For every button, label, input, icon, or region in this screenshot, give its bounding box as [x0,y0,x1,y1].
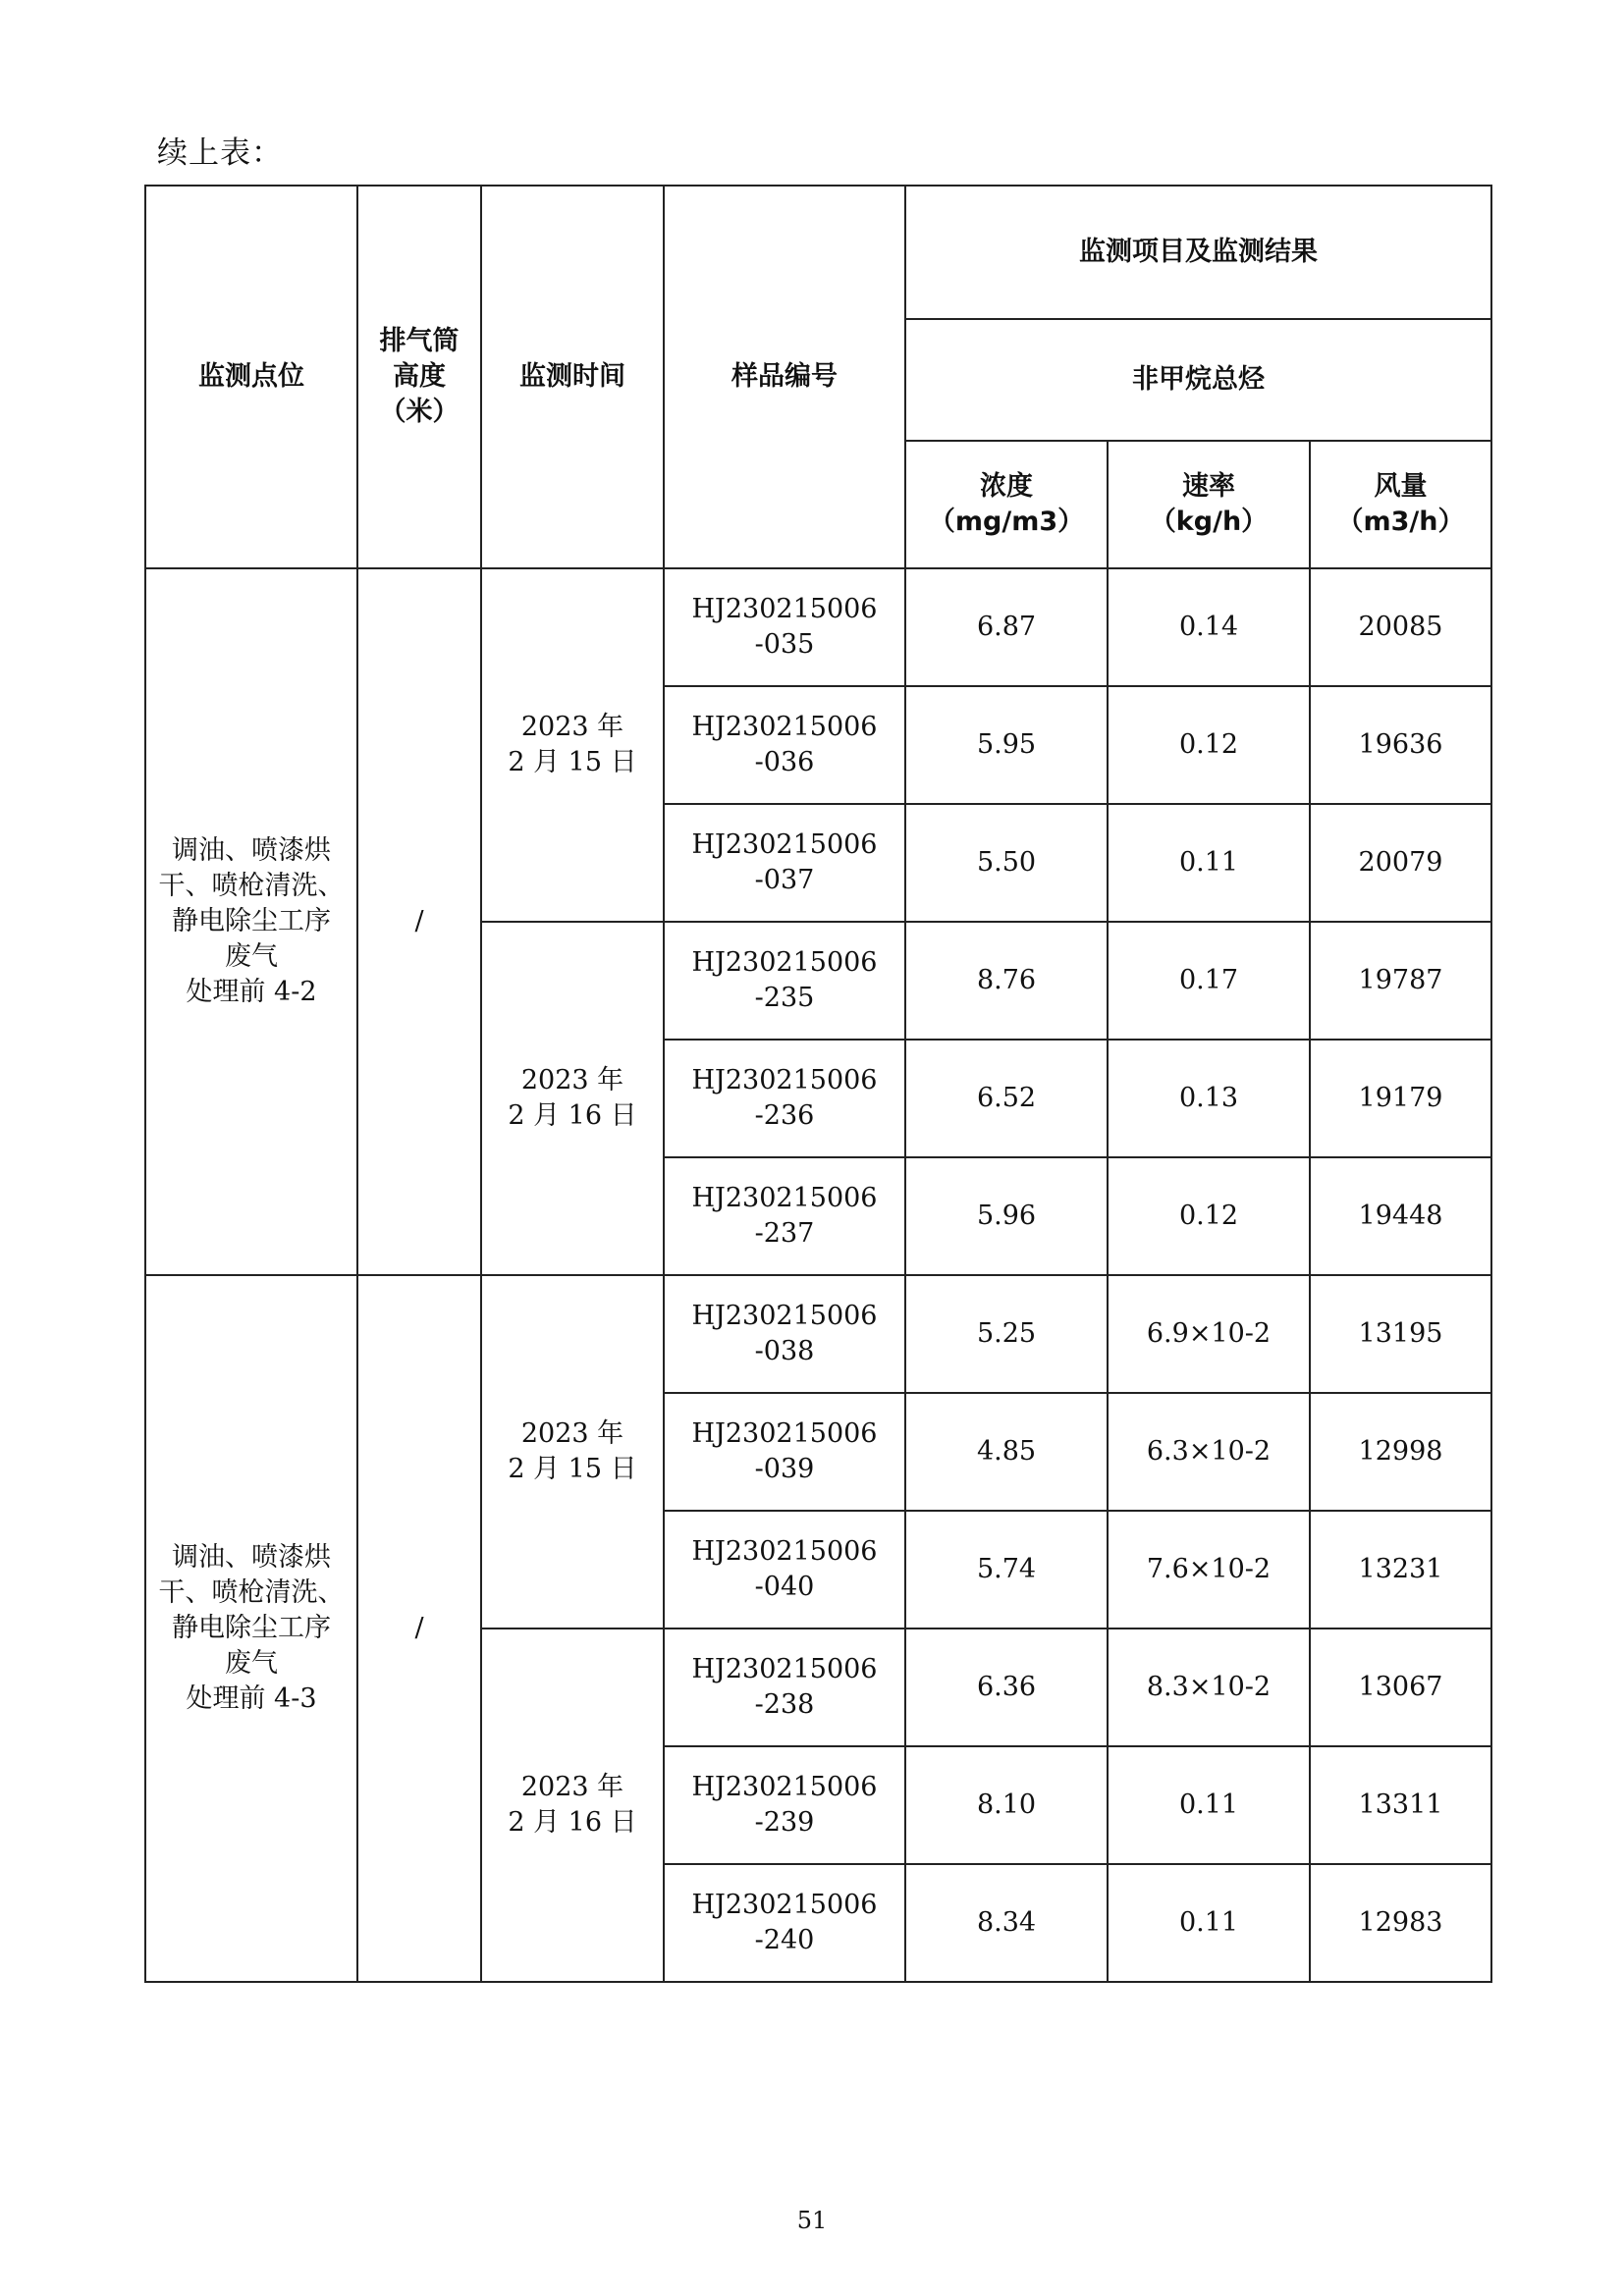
rate-cell: 0.13 [1108,1040,1310,1157]
sample-id-line: -240 [754,1925,815,1955]
sample-id-cell [664,1629,905,1746]
rate-cell: 0.14 [1108,568,1310,686]
rate-cell: 8.3×10-2 [1108,1629,1310,1746]
sample-id-line: HJ230215006 [691,1536,878,1567]
sample-id-line: -036 [754,747,815,777]
header-concentration-label: 浓度 [980,471,1033,502]
sample-id-cell [664,1393,905,1511]
header-stack-height-line: （米） [379,397,460,427]
concentration-cell: 5.95 [905,686,1108,804]
concentration-cell: 5.25 [905,1275,1108,1393]
sample-id-line: HJ230215006 [691,1654,878,1684]
concentration-cell: 8.76 [905,922,1108,1040]
site-line: 废气 [225,1648,278,1679]
date-line: 2023 年 [520,1418,624,1449]
site-line: 干、喷枪清洗、 [158,1577,345,1608]
flow-cell: 19636 [1310,686,1491,804]
date-line: 2023 年 [520,712,624,742]
date-cell [481,922,664,1275]
sample-id-cell [664,568,905,686]
sample-id-cell [664,922,905,1040]
header-site: 监测点位 [145,186,357,568]
site-line: 调油、喷漆烘 [172,1542,331,1573]
site-line: 处理前 4-3 [186,1683,317,1714]
date-line: 2023 年 [520,1065,624,1095]
header-rate-unit: （kg/h） [1149,507,1269,537]
sample-id-line: HJ230215006 [691,594,878,624]
flow-cell: 19179 [1310,1040,1491,1157]
flow-cell: 13195 [1310,1275,1491,1393]
flow-cell: 13231 [1310,1511,1491,1629]
sample-id-line: -040 [754,1572,815,1602]
site-line: 干、喷枪清洗、 [158,871,345,901]
sample-id-line: HJ230215006 [691,712,878,742]
header-time: 监测时间 [481,186,664,568]
concentration-cell: 4.85 [905,1393,1108,1511]
rate-cell: 6.3×10-2 [1108,1393,1310,1511]
sample-id-line: HJ230215006 [691,1065,878,1095]
sample-id-line: HJ230215006 [691,1418,878,1449]
date-line: 2 月 16 日 [508,1807,637,1838]
concentration-cell: 8.10 [905,1746,1108,1864]
site-line: 静电除尘工序 [172,1613,331,1643]
sample-id-line: HJ230215006 [691,947,878,978]
sample-id-cell [664,1746,905,1864]
rate-cell: 0.17 [1108,922,1310,1040]
header-flow [1310,441,1491,568]
date-cell [481,1275,664,1629]
header-stack-height-line: 排气筒 [379,326,460,356]
header-stack-height-line: 高度 [393,361,446,392]
flow-cell: 19787 [1310,922,1491,1040]
date-line: 2 月 15 日 [508,1454,637,1484]
header-pollutant: 非甲烷总烃 [905,319,1491,441]
rate-cell: 0.11 [1108,804,1310,922]
table-caption: 续上表： [157,135,283,171]
rate-cell: 0.12 [1108,686,1310,804]
date-line: 2 月 15 日 [508,747,637,777]
sample-id-line: -237 [754,1218,815,1249]
site-line: 静电除尘工序 [172,906,331,936]
site-line: 废气 [225,941,278,972]
flow-cell: 12998 [1310,1393,1491,1511]
sample-id-cell [664,804,905,922]
date-line: 2 月 16 日 [508,1100,637,1131]
concentration-cell: 6.36 [905,1629,1108,1746]
stack-height-cell: / [357,568,481,1275]
header-sample: 样品编号 [664,186,905,568]
site-line: 处理前 4-2 [186,977,317,1007]
site-line: 调油、喷漆烘 [172,835,331,866]
header-rate-label: 速率 [1182,471,1235,502]
sample-id-line: -238 [754,1689,815,1720]
sample-id-line: -037 [754,865,815,895]
site-cell [145,1275,357,1982]
sample-id-cell [664,1275,905,1393]
sample-id-line: HJ230215006 [691,1772,878,1802]
header-items: 监测项目及监测结果 [905,186,1491,319]
concentration-cell: 5.74 [905,1511,1108,1629]
table-row [145,1275,1491,1393]
sample-id-line: -235 [754,983,815,1013]
header-flow-label: 风量 [1374,471,1428,502]
sample-id-cell [664,686,905,804]
page-number: 51 [796,2207,828,2234]
rate-cell: 6.9×10-2 [1108,1275,1310,1393]
sample-id-cell [664,1040,905,1157]
header-stack-height [357,186,481,568]
monitoring-results-table [144,185,1492,1983]
header-concentration-unit: （mg/m3） [928,507,1085,537]
header-concentration [905,441,1108,568]
sample-id-line: HJ230215006 [691,1301,878,1331]
sample-id-line: -239 [754,1807,815,1838]
sample-id-line: -035 [754,629,815,660]
date-cell [481,568,664,922]
concentration-cell: 8.34 [905,1864,1108,1982]
sample-id-line: -039 [754,1454,815,1484]
concentration-cell: 5.50 [905,804,1108,922]
header-rate [1108,441,1310,568]
sample-id-line: HJ230215006 [691,1890,878,1920]
flow-cell: 13067 [1310,1629,1491,1746]
site-cell [145,568,357,1275]
stack-height-cell: / [357,1275,481,1982]
flow-cell: 13311 [1310,1746,1491,1864]
flow-cell: 20079 [1310,804,1491,922]
rate-cell: 7.6×10-2 [1108,1511,1310,1629]
sample-id-line: -236 [754,1100,815,1131]
rate-cell: 0.11 [1108,1746,1310,1864]
rate-cell: 0.12 [1108,1157,1310,1275]
flow-cell: 20085 [1310,568,1491,686]
table-row [145,568,1491,686]
concentration-cell: 6.52 [905,1040,1108,1157]
sample-id-cell [664,1157,905,1275]
concentration-cell: 5.96 [905,1157,1108,1275]
sample-id-line: HJ230215006 [691,1183,878,1213]
date-line: 2023 年 [520,1772,624,1802]
sample-id-line: HJ230215006 [691,829,878,860]
concentration-cell: 6.87 [905,568,1108,686]
flow-cell: 12983 [1310,1864,1491,1982]
flow-cell: 19448 [1310,1157,1491,1275]
rate-cell: 0.11 [1108,1864,1310,1982]
header-flow-unit: （m3/h） [1336,507,1465,537]
date-cell [481,1629,664,1982]
sample-id-cell [664,1511,905,1629]
sample-id-cell [664,1864,905,1982]
sample-id-line: -038 [754,1336,815,1366]
